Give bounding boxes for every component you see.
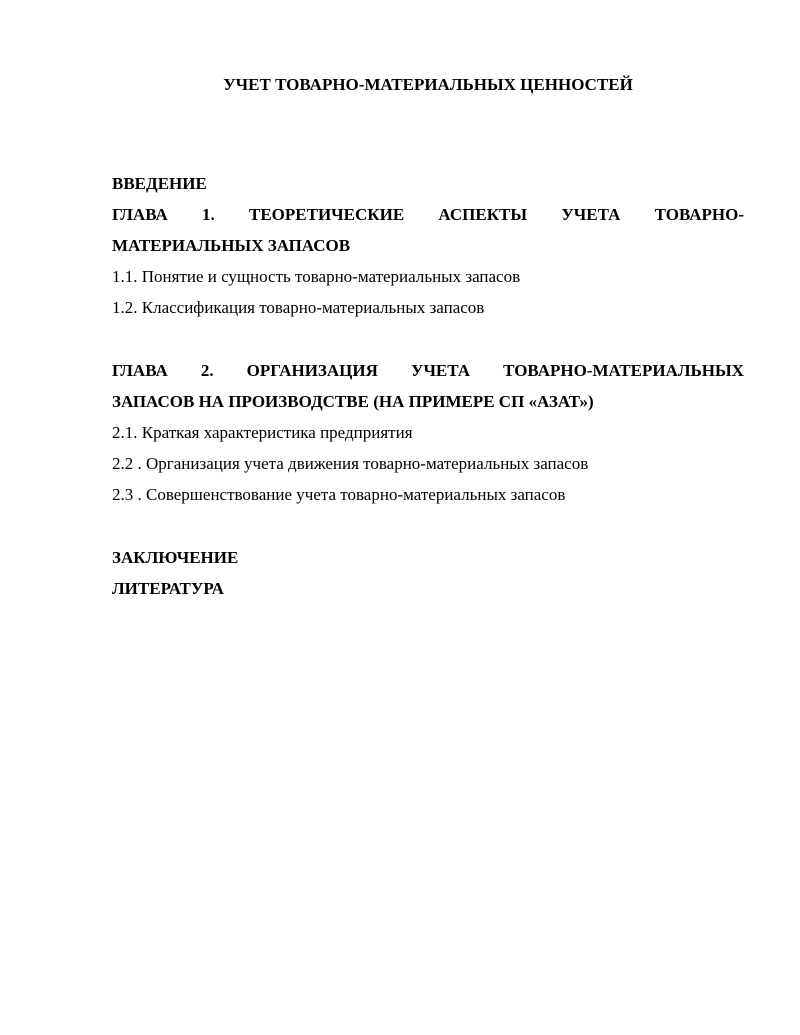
table-of-contents <box>112 168 744 604</box>
toc-spacer <box>112 323 744 355</box>
toc-chapter1-word: ТОВАРНО- <box>654 205 744 224</box>
toc-section-1-2: 1.2. Классификация товарно-материальных запасов <box>112 298 485 317</box>
toc-chapter1-word: АСПЕКТЫ <box>438 205 528 224</box>
toc-section-2-1: 2.1. Краткая характеристика предприятия <box>112 423 413 442</box>
toc-chapter1-word: ТЕОРЕТИЧЕСКИЕ <box>249 205 405 224</box>
toc-chapter2-word: ОРГАНИЗАЦИЯ <box>246 361 378 380</box>
toc-conclusion: ЗАКЛЮЧЕНИЕ <box>112 548 239 567</box>
toc-intro: ВВЕДЕНИЕ <box>112 174 207 193</box>
toc-chapter2-word: ГЛАВА <box>112 361 168 380</box>
toc-chapter1-word: 1. <box>202 205 215 224</box>
toc-section-2-2: 2.2 . Организация учета движения товарно-материальных запасов <box>112 454 589 473</box>
toc-spacer <box>112 510 744 542</box>
toc-chapter1-heading-line1 <box>112 199 744 230</box>
toc-chapter1-word: УЧЕТА <box>561 205 621 224</box>
document-title: УЧЕТ ТОВАРНО-МАТЕРИАЛЬНЫХ ЦЕННОСТЕЙ <box>223 75 633 94</box>
toc-literature: ЛИТЕРАТУРА <box>112 579 224 598</box>
toc-section-1-1: 1.1. Понятие и сущность товарно-материальных запасов <box>112 267 521 286</box>
toc-chapter1-heading-line2: МАТЕРИАЛЬНЫХ ЗАПАСОВ <box>112 236 351 255</box>
toc-section-2-3: 2.3 . Совершенствование учета товарно-материальных запасов <box>112 485 566 504</box>
toc-chapter1-word: ГЛАВА <box>112 205 168 224</box>
toc-chapter2-heading-line1 <box>112 355 744 386</box>
toc-chapter2-word: ТОВАРНО-МАТЕРИАЛЬНЫХ <box>503 361 744 380</box>
toc-chapter2-heading-line2: ЗАПАСОВ НА ПРОИЗВОДСТВЕ (НА ПРИМЕРЕ СП «АЗАТ») <box>112 392 594 411</box>
toc-chapter2-word: 2. <box>200 361 214 380</box>
toc-chapter2-word: УЧЕТА <box>410 361 471 380</box>
